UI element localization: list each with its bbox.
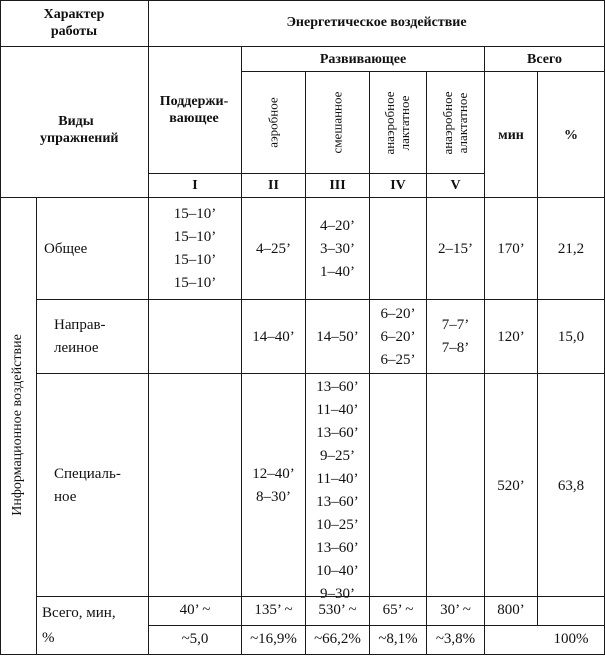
rule-row-2: [36, 373, 605, 374]
rule-header-bottom: [0, 197, 605, 198]
roman-5: V: [450, 178, 461, 193]
header-work-character: Характер работы: [43, 7, 105, 39]
header-percent: %: [564, 128, 578, 143]
header-min: мин: [498, 128, 524, 143]
header-total: Всего: [527, 52, 562, 67]
rule-col-5: [426, 71, 427, 655]
header-anaerobic-lactate: анаэробное лактатное: [382, 91, 412, 155]
row-3-min: 520’: [497, 478, 525, 494]
totals-min-4: 65’ ~: [382, 602, 414, 618]
rule-left: [0, 0, 1, 655]
row-2-lactate: 6–20’ 6–20’ 6–25’: [380, 306, 416, 368]
row-2-aerobic: 14–40’: [252, 329, 295, 345]
side-label: Информационное воздействие: [10, 334, 25, 516]
totals-min-total: 800’: [497, 602, 525, 618]
row-1-pct: 21,2: [557, 241, 585, 257]
rule-side: [36, 197, 37, 655]
header-supporting: Поддержи-вающее: [159, 94, 229, 126]
row-2-pct: 15,0: [557, 329, 585, 345]
roman-2: II: [268, 178, 279, 193]
roman-4: IV: [390, 178, 406, 193]
header-developing: Развивающее: [319, 52, 407, 67]
rule-col-2: [241, 46, 242, 655]
rule-header-3: [148, 173, 484, 174]
totals-label: Всего, мин, %: [42, 605, 116, 646]
totals-pct-total: 100%: [553, 631, 589, 647]
row-1-min: 170’: [497, 241, 525, 257]
roman-1: I: [192, 178, 198, 193]
row-2-alactate: 7–7’ 7–8’: [441, 317, 470, 356]
row-1-aerobic: 4–25’: [256, 241, 291, 257]
row-3-pct: 63,8: [557, 478, 585, 494]
totals-pct-5: ~3,8%: [435, 631, 476, 647]
row-3-name: Специаль-ное: [54, 466, 121, 505]
row-3-mixed: 13–60’ 11–40’ 13–60’ 9–25’ 11–40’ 13–60’ 10–25’ 13–60’ 10–40’ 9–30’: [316, 379, 359, 602]
row-2-name: Направ-леиное: [54, 317, 106, 356]
header-exercise-types: Виды упражнений: [40, 114, 119, 146]
totals-pct-1: ~5,0: [181, 631, 209, 647]
rule-header-1: [0, 46, 605, 47]
row-1-name: Общее: [44, 241, 88, 257]
row-1-supporting: 15–10’ 15–10’ 15–10’ 15–10’: [173, 206, 217, 291]
totals-pct-4: ~8,1%: [378, 631, 418, 647]
rule-top: [0, 0, 605, 1]
row-1-alactate: 2–15’: [438, 241, 473, 257]
totals-min-3: 530’ ~: [318, 602, 357, 618]
totals-min-1: 40’ ~: [179, 602, 211, 618]
row-3-aerobic: 12–40’ 8–30’: [252, 466, 295, 505]
rule-col-1: [148, 0, 149, 655]
row-2-mixed: 14–50’: [316, 329, 359, 345]
rule-header-2: [241, 71, 605, 72]
totals-pct-3: ~66,2%: [314, 631, 361, 647]
header-anaerobic-alactate: анаэробное алактатное: [440, 91, 470, 155]
rule-row-1: [36, 299, 605, 300]
header-aerobic: аэробное: [265, 97, 281, 148]
header-mixed: смешанное: [329, 91, 345, 154]
row-2-min: 120’: [497, 329, 525, 345]
totals-min-2: 135’ ~: [254, 602, 293, 618]
totals-min-5: 30’ ~: [440, 602, 471, 618]
totals-pct-2: ~16,9%: [250, 631, 297, 647]
roman-3: III: [329, 178, 346, 193]
rule-bottom: [0, 654, 605, 655]
row-1-mixed: 4–20’ 3–30’ 1–40’: [320, 218, 355, 280]
header-energy-impact: Энергетическое воздействие: [286, 15, 467, 30]
